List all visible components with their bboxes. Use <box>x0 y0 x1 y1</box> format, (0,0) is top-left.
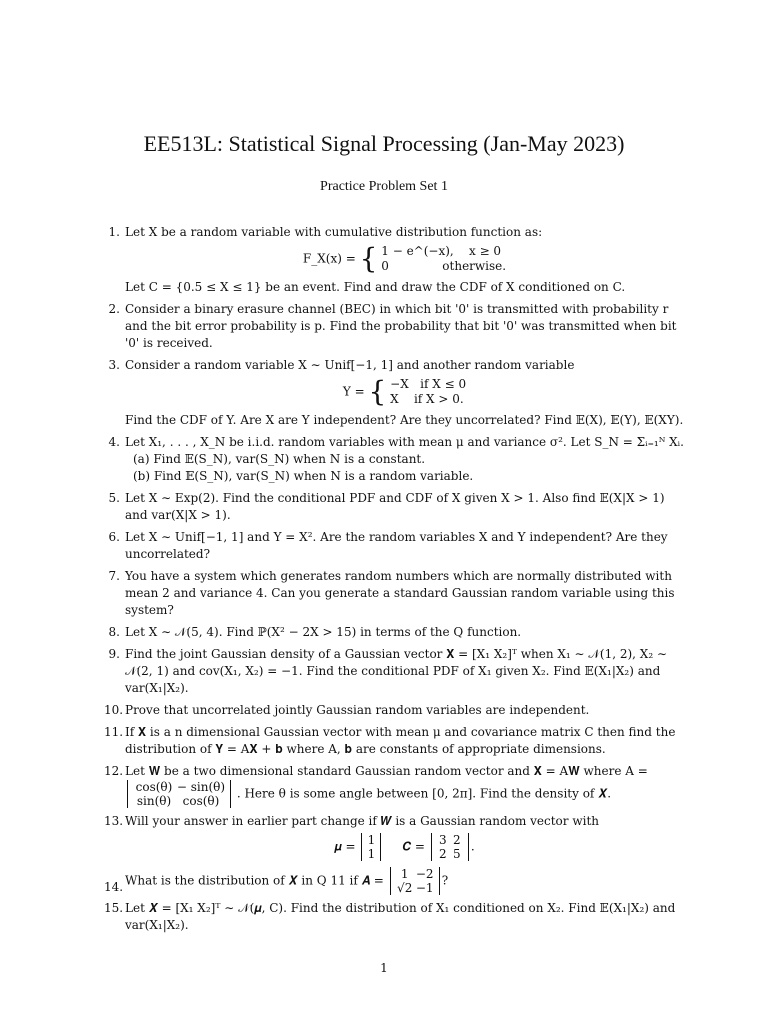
problem-number: 10. <box>104 703 124 717</box>
problem-text: Let C = {0.5 ≤ X ≤ 1} be an event. Find and draw the CDF of X conditioned on C. <box>125 280 626 294</box>
problem-text: Consider a random variable X ∼ Unif[−1, 1] and another random variable <box>125 358 575 372</box>
c-label: 𝑪 = <box>402 839 425 854</box>
matrix-cell: 2 <box>439 847 447 861</box>
problem-text: Prove that uncorrelated jointly Gaussian random variables are independent. <box>125 703 590 717</box>
problem-10 <box>104 702 684 719</box>
page-number: 1 <box>380 961 388 975</box>
problem-number: 8. <box>108 625 120 639</box>
matrix-cell: 2 <box>453 833 461 847</box>
problem-text: Let X be a random variable with cumulative distribution function as: <box>125 225 543 239</box>
equation-lhs: F_X(x) = <box>302 251 356 266</box>
y-equation <box>125 377 684 407</box>
problem-number: 4. <box>108 435 120 449</box>
subpart-a: (a) Find 𝔼(S_N), var(S_N) when N is a constant. <box>133 452 426 466</box>
brace-icon: { <box>368 375 387 408</box>
problem-9 <box>104 646 684 697</box>
subpart-b: (b) Find 𝔼(S_N), var(S_N) when N is a random variable. <box>133 469 474 483</box>
rotation-matrix <box>127 780 231 808</box>
problem-text: Let X ∼ Unif[−1, 1] and Y = X². Are the random variables X and Y independent? Are they uncorrelated? <box>125 530 668 561</box>
matrix-cell: cos(θ) <box>182 794 220 808</box>
problem-number: 2. <box>108 302 120 316</box>
matrix-cell: √2 <box>397 881 413 895</box>
problem-text <box>125 867 684 895</box>
problem-number: 13. <box>104 814 124 828</box>
problem-number: 7. <box>108 569 120 583</box>
cdf-equation <box>125 244 684 274</box>
mu-label: 𝝁 = <box>334 839 356 854</box>
matrix-cell: 5 <box>453 847 461 861</box>
problem-text: Let X₁, . . . , X_N be i.i.d. random variables with mean μ and variance σ². Let S_N = Σᵢ₌₁ᴺ Xᵢ. <box>125 435 684 449</box>
problem-11 <box>104 724 684 758</box>
equation-cases <box>381 244 506 274</box>
problem-4 <box>104 434 684 485</box>
equation-cases <box>390 377 466 407</box>
mean-covariance-equation <box>125 833 684 861</box>
problem-number: 3. <box>108 358 120 372</box>
problem-text: Let 𝑿 = [X₁ X₂]ᵀ ∼ 𝒩(𝝁, C). Find the distribution of X₁ conditioned on X₂. Find 𝔼(X₁|X₂) and var(X₁|X₂). <box>125 901 676 932</box>
problem-number: 12. <box>104 764 124 778</box>
problem-text: Find the CDF of Y. Are X are Y independent? Are they uncorrelated? Find 𝔼(X), 𝔼(Y), 𝔼(XY). <box>125 413 684 427</box>
problem-text: Let X ∼ Exp(2). Find the conditional PDF and CDF of X given X > 1. Also find 𝔼(X|X > 1) and var(X|X > 1). <box>125 491 665 522</box>
problem-text: Find the joint Gaussian density of a Gaussian vector 𝐗 = [X₁ X₂]ᵀ when X₁ ∼ 𝒩(1, 2), X₂ ∼ 𝒩(2, 1) and cov(X₁, X₂) = −1. Find the conditional PDF of X₁ given X₂. Find 𝔼(X₁|X₂) and var(X₁|X₂). <box>125 647 668 695</box>
matrix-cell: 3 <box>439 833 447 847</box>
case-row: −X if X ≤ 0 <box>390 377 467 391</box>
problem-7 <box>104 568 684 619</box>
problem-14 <box>104 867 684 895</box>
matrix-cell: 1 <box>367 847 376 861</box>
problem-number: 5. <box>108 491 120 505</box>
problem-5 <box>104 490 684 524</box>
problem-3 <box>104 357 684 429</box>
problem-1 <box>104 224 684 296</box>
problem-text: If 𝐗 is a n dimensional Gaussian vector with mean μ and covariance matrix C then find the distribution of 𝐘 = A𝐗 + 𝐛 where A, 𝐛 are constants of appropriate dimensions. <box>125 725 676 756</box>
problem-text-part: Let 𝐖 be a two dimensional standard Gaussian random vector and 𝐗 = A𝐖 where A = <box>125 764 648 778</box>
equation-lhs: Y = <box>342 384 365 399</box>
case-row: 1 − e^(−x), x ≥ 0 <box>381 244 502 258</box>
problem-text-part: What is the distribution of 𝑿 in Q 11 if 𝑨 = <box>125 873 384 888</box>
matrix-cell: 1 <box>400 867 409 881</box>
matrix-cell: sin(θ) <box>136 794 172 808</box>
matrix-cell: −1 <box>415 881 434 895</box>
problem-number: 9. <box>108 647 120 661</box>
problem-6 <box>104 529 684 563</box>
punctuation: ? <box>441 873 449 888</box>
document-subtitle: Practice Problem Set 1 <box>320 179 448 194</box>
a-matrix <box>390 867 440 895</box>
matrix-cell: − sin(θ) <box>176 780 226 794</box>
problem-number: 11. <box>104 725 124 739</box>
covariance-matrix <box>431 833 469 861</box>
document-title: EE513L: Statistical Signal Processing (Jan-May 2023) <box>143 131 625 156</box>
problem-number: 15. <box>104 901 124 915</box>
case-row: 0 otherwise. <box>381 259 507 273</box>
problem-text: Will your answer in earlier part change if 𝑾 is a Gaussian random vector with <box>125 814 599 828</box>
problem-12 <box>104 763 684 808</box>
problem-2 <box>104 301 684 352</box>
matrix-cell: cos(θ) <box>135 780 173 794</box>
problem-text <box>125 763 684 808</box>
problem-text: Consider a binary erasure channel (BEC) in which bit '0' is transmitted with probability r and the bit error probability is p. Find the probability that bit '0' was transmitted when bit '0' is received. <box>125 302 677 350</box>
problem-13 <box>104 813 684 861</box>
matrix-cell: −2 <box>415 867 434 881</box>
punctuation: . <box>470 839 475 854</box>
problem-list <box>104 224 684 939</box>
problem-text: You have a system which generates random numbers which are normally distributed with mean 2 and variance 4. Can you generate a standard Gaussian random variable using this system? <box>125 569 675 617</box>
problem-number: 1. <box>108 225 120 239</box>
case-row: X if X > 0. <box>390 392 464 406</box>
problem-text-part: . Here θ is some angle between [0, 2π]. Find the density of 𝑿. <box>236 786 612 801</box>
problem-number: 14. <box>104 880 124 894</box>
problem-8 <box>104 624 684 641</box>
brace-icon: { <box>359 242 378 275</box>
mean-vector <box>361 833 381 861</box>
matrix-cell: 1 <box>367 833 376 847</box>
problem-15 <box>104 900 684 934</box>
problem-text: Let X ∼ 𝒩(5, 4). Find ℙ(X² − 2X > 15) in terms of the Q function. <box>125 625 522 639</box>
problem-number: 6. <box>108 530 120 544</box>
